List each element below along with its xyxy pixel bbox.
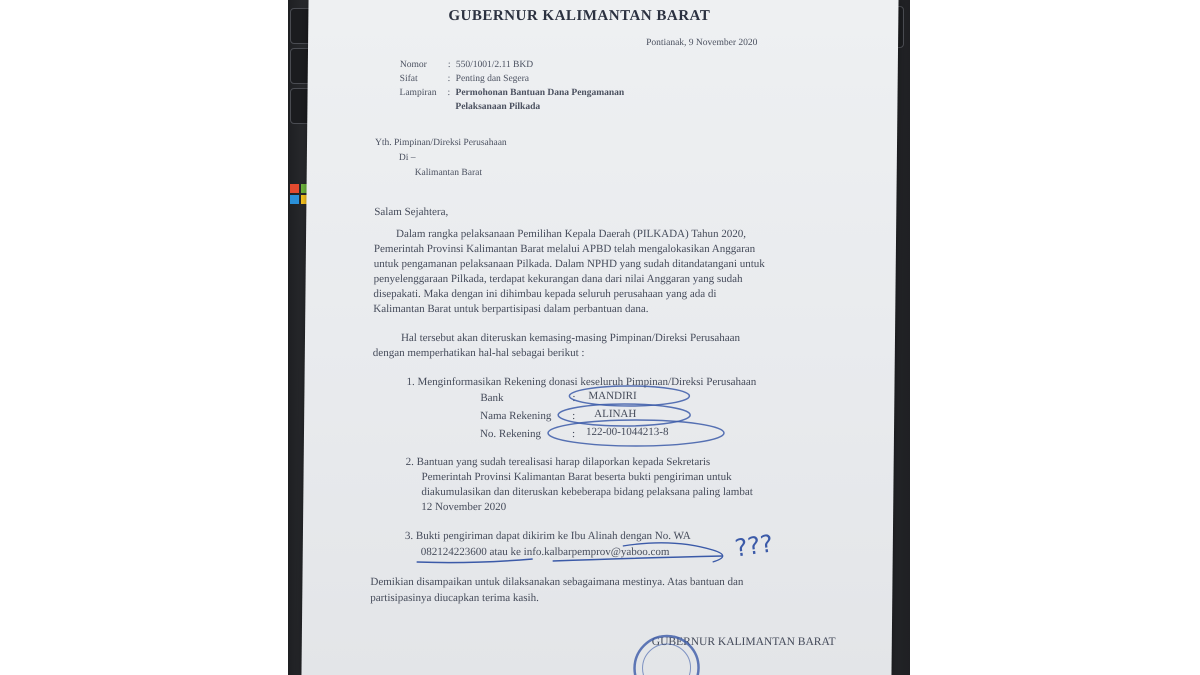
bank-value: ALINAH: [594, 408, 637, 420]
meta-label: Nomor: [399, 60, 427, 70]
bank-sep: :: [572, 410, 576, 422]
meta-label: Lampiran: [399, 88, 437, 98]
meta-value: 550/1001/2.11 BKD: [455, 60, 534, 70]
bank-sep: :: [571, 428, 576, 440]
closing-line: Demikian disampaikan untuk dilaksanakan sebagaimana mestinya. Atas bantuan dan: [370, 576, 744, 588]
meta-sep: :: [447, 88, 451, 98]
handwritten-question-marks: ???: [733, 529, 775, 563]
greeting: Salam Sejahtera,: [374, 206, 449, 218]
bank-sep: :: [572, 392, 576, 404]
list-line: diakumulasikan dan diteruskan kebeberapa bidang pelaksana paling lambat: [421, 486, 753, 498]
paragraph-line: penyelenggaraan Pilkada, terdapat kekurangan dana dari nilai Anggaran yang sudah: [373, 273, 743, 285]
bank-label: Nama Rekening: [480, 410, 552, 422]
paragraph-line: Kalimantan Barat untuk berpartisipasi dalam perbantuan dana.: [373, 303, 649, 315]
addressee-line: Di –: [398, 153, 416, 163]
letter-heading: GUBERNUR KALIMANTAN BARAT: [448, 8, 711, 24]
list-item-1: 1. Menginformasikan Rekening donasi keseluruh Pimpinan/Direksi Perusahaan: [406, 376, 757, 388]
list-line: 2. Bantuan yang sudah terealisasi harap dilaporkan kepada Sekretaris: [405, 456, 711, 468]
paragraph-line: disepakati. Maka dengan ini dihimbau kepada seluruh perusahaan yang ada di: [373, 288, 717, 300]
list-line: 082124223600 atau ke info.kalbarpemprov@yaboo.com: [420, 546, 670, 558]
addressee-line: Yth. Pimpinan/Direksi Perusahaan: [374, 138, 507, 148]
paragraph-line: dengan memperhatikan hal-hal sebagai berikut :: [372, 347, 585, 359]
meta-value: Pelaksanaan Pilkada: [455, 102, 541, 112]
closing-line: partisipasinya diucapkan terima kasih.: [370, 592, 539, 604]
bank-value: MANDIRI: [588, 390, 637, 402]
bank-value: 122-00-1044213-8: [585, 426, 669, 438]
addressee-line: Kalimantan Barat: [414, 168, 483, 178]
list-line: 3. Bukti pengiriman dapat dikirim ke Ibu Alinah dengan No. WA: [404, 530, 691, 542]
paragraph-line: Pemerintah Provinsi Kalimantan Barat melalui APBD telah mengalokasikan Anggaran: [373, 243, 756, 255]
meta-value: Penting dan Segera: [455, 74, 530, 84]
meta-label: Sifat: [399, 74, 418, 84]
list-line: Pemerintah Provinsi Kalimantan Barat beserta bukti pengiriman untuk: [421, 471, 732, 483]
paragraph-line: Hal tersebut akan diteruskan kemasing-masing Pimpinan/Direksi Perusahaan: [400, 332, 741, 344]
meta-sep: :: [447, 60, 451, 70]
list-line: 12 November 2020: [421, 501, 507, 513]
place-date: Pontianak, 9 November 2020: [646, 38, 758, 48]
paragraph-line: Dalam rangka pelaksanaan Pemilihan Kepala Daerah (PILKADA) Tahun 2020,: [396, 228, 747, 240]
bank-label: No. Rekening: [479, 428, 542, 440]
letter-paper: [301, 0, 898, 675]
paragraph-line: untuk pengamanan pelaksanaan Pilkada. Dalam NPHD yang sudah ditandatangani untuk: [373, 258, 765, 270]
signature-title: GUBERNUR KALIMANTAN BARAT: [651, 636, 836, 648]
meta-value: Permohonan Bantuan Dana Pengamanan: [455, 88, 625, 98]
meta-sep: :: [447, 74, 451, 84]
bank-label: Bank: [480, 392, 504, 404]
